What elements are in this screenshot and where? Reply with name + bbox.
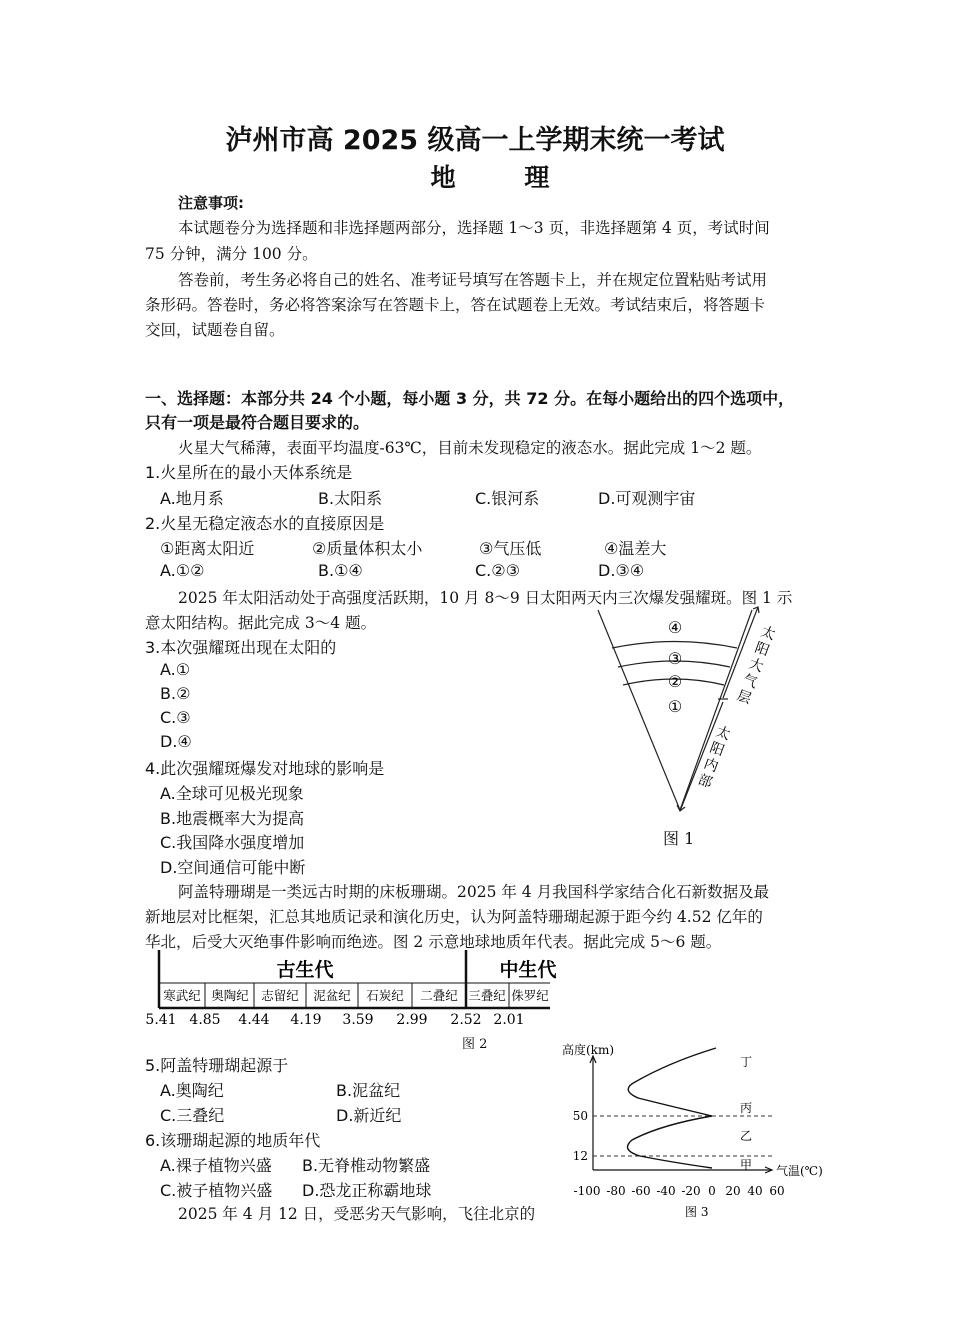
x-tick: -80 xyxy=(606,1184,626,1198)
notice-line: 本试题卷分为选择题和非选择题两部分，选择题 1～3 页，非选择题第 4 页，考试时间 xyxy=(178,219,770,237)
section-heading-line: 一、选择题：本部分共 24 个小题，每小题 3 分，共 72 分。在每小题给出的四个选项中， xyxy=(145,389,795,408)
q2-item: ④温差大 xyxy=(604,539,667,558)
period-carboniferous: 石炭纪 xyxy=(366,988,404,1003)
y-axis-label: 高度(km) xyxy=(562,1043,615,1057)
q3-option-a[interactable]: A.① xyxy=(160,660,191,679)
q1-stem: 1.火星所在的最小天体系统是 xyxy=(145,463,353,482)
period-permian: 二叠纪 xyxy=(420,988,458,1003)
q2-option-c[interactable]: C.②③ xyxy=(475,561,520,580)
x-tick: 40 xyxy=(747,1184,763,1198)
period-triassic: 三叠纪 xyxy=(468,988,506,1003)
period-cambrian: 寒武纪 xyxy=(163,988,201,1003)
q4-option-d[interactable]: D.空间通信可能中断 xyxy=(160,858,306,877)
age-label: 4.85 xyxy=(189,1012,221,1028)
q3-option-c[interactable]: C.③ xyxy=(160,708,191,727)
x-tick: -100 xyxy=(573,1184,601,1198)
notice-heading: 注意事项: xyxy=(178,194,244,212)
q1-option-b[interactable]: B.太阳系 xyxy=(318,489,383,508)
q3-option-d[interactable]: D.④ xyxy=(160,732,192,751)
age-label: 2.99 xyxy=(396,1012,428,1028)
q2-option-a[interactable]: A.①② xyxy=(160,561,205,580)
layer-3-label: ③ xyxy=(667,649,683,668)
figure-1-caption: 图 1 xyxy=(663,829,695,848)
q1-option-a[interactable]: A.地月系 xyxy=(160,489,224,508)
q1-option-c[interactable]: C.银河系 xyxy=(475,489,540,508)
q3-option-b[interactable]: B.② xyxy=(160,684,191,703)
svg-text:阳: 阳 xyxy=(752,639,772,660)
q5-option-c[interactable]: C.三叠纪 xyxy=(160,1106,225,1125)
q6-option-a[interactable]: A.裸子植物兴盛 xyxy=(160,1156,272,1175)
layer-bing: 丙 xyxy=(740,1101,753,1115)
x-tick: -20 xyxy=(681,1184,701,1198)
figure-3-caption: 图 3 xyxy=(685,1205,709,1219)
x-tick: -60 xyxy=(631,1184,651,1198)
age-label: 4.44 xyxy=(238,1012,270,1028)
x-tick: 0 xyxy=(708,1184,716,1198)
q4-stem: 4.此次强耀斑爆发对地球的影响是 xyxy=(145,759,385,778)
intro-sun-line: 意太阳结构。据此完成 3～4 题。 xyxy=(145,614,377,632)
figure-1-sun-structure xyxy=(590,605,790,845)
x-axis-label: 气温(℃) xyxy=(776,1164,823,1178)
q2-item: ③气压低 xyxy=(479,539,542,558)
q6-option-c[interactable]: C.被子植物兴盛 xyxy=(160,1181,273,1200)
figure-2-caption: 图 2 xyxy=(462,1037,488,1052)
exam-title: 泸州市高 2025 级高一上学期末统一考试 xyxy=(225,125,725,156)
q6-option-b[interactable]: B.无脊椎动物繁盛 xyxy=(302,1156,431,1175)
layer-1-label: ① xyxy=(667,697,683,716)
q4-option-b[interactable]: B.地震概率大为提高 xyxy=(160,809,305,828)
period-devonian: 泥盆纪 xyxy=(313,988,351,1003)
svg-text:气: 气 xyxy=(740,671,760,692)
figure-3-atmosphere-profile xyxy=(560,1040,830,1220)
layer-ding: 丁 xyxy=(740,1055,753,1069)
y-tick: 12 xyxy=(572,1149,588,1163)
q1-option-d[interactable]: D.可观测宇宙 xyxy=(598,489,696,508)
x-tick: 60 xyxy=(769,1184,785,1198)
q5-option-d[interactable]: D.新近纪 xyxy=(336,1106,402,1125)
y-tick: 50 xyxy=(572,1109,588,1123)
subject-title: 地 理 xyxy=(430,163,580,192)
q3-stem: 3.本次强耀斑出现在太阳的 xyxy=(145,638,337,657)
intro-weather: 2025 年 4 月 12 日，受恶劣天气影响，飞往北京的 xyxy=(178,1205,536,1223)
q4-option-a[interactable]: A.全球可见极光现象 xyxy=(160,784,304,803)
q2-option-b[interactable]: B.①④ xyxy=(318,561,363,580)
svg-text:阳: 阳 xyxy=(707,739,727,760)
svg-text:大: 大 xyxy=(746,655,766,676)
era-paleozoic: 古生代 xyxy=(276,959,334,981)
period-ordovician: 奥陶纪 xyxy=(211,988,249,1003)
figure-2-geologic-table xyxy=(145,950,557,1030)
period-silurian: 志留纪 xyxy=(261,988,299,1003)
intro-mars: 火星大气稀薄，表面平均温度-63℃，目前未发现稳定的液态水。据此完成 1～2 题。 xyxy=(178,439,762,457)
svg-text:太: 太 xyxy=(713,723,733,744)
era-mesozoic: 中生代 xyxy=(499,959,557,981)
svg-text:部: 部 xyxy=(695,771,715,792)
age-label: 5.41 xyxy=(145,1012,177,1028)
svg-text:太: 太 xyxy=(758,623,778,644)
age-label: 2.52 xyxy=(450,1012,482,1028)
svg-text:内: 内 xyxy=(701,755,721,776)
section-heading-line: 只有一项是最符合题目要求的。 xyxy=(145,413,370,432)
intro-coral-line: 华北，后受大灭绝事件影响而绝迹。图 2 示意地球地质年代表。据此完成 5～6 题。 xyxy=(145,933,722,951)
q5-stem: 5.阿盖特珊瑚起源于 xyxy=(145,1056,289,1075)
q2-item: ②质量体积太小 xyxy=(312,539,423,558)
layer-jia: 甲 xyxy=(740,1158,753,1172)
q5-option-a[interactable]: A.奥陶纪 xyxy=(160,1081,224,1100)
svg-text:层: 层 xyxy=(734,687,754,708)
temperature-curve xyxy=(628,1048,717,1168)
age-label: 4.19 xyxy=(290,1012,322,1028)
q6-stem: 6.该珊瑚起源的地质年代 xyxy=(145,1131,321,1150)
x-tick: 20 xyxy=(725,1184,741,1198)
layer-2-label: ② xyxy=(667,672,683,691)
period-jurassic: 侏罗纪 xyxy=(511,988,549,1003)
q2-option-d[interactable]: D.③④ xyxy=(598,561,645,580)
x-tick: -40 xyxy=(656,1184,676,1198)
intro-coral-line: 新地层对比框架，汇总其地质记录和演化历史，认为阿盖特珊瑚起源于距今约 4.52 亿年的 xyxy=(145,908,763,926)
notice-line: 条形码。答卷时，务必将答案涂写在答题卡上，答在试题卷上无效。考试结束后，将答题卡 xyxy=(145,296,766,314)
layer-yi: 乙 xyxy=(740,1129,753,1143)
intro-sun-line: 2025 年太阳活动处于高强度活跃期，10 月 8～9 日太阳两天内三次爆发强耀斑。图 1 示 xyxy=(178,589,793,607)
q2-stem: 2.火星无稳定液态水的直接原因是 xyxy=(145,514,385,533)
age-label: 2.01 xyxy=(493,1012,525,1028)
q6-option-d[interactable]: D.恐龙正称霸地球 xyxy=(302,1181,432,1200)
notice-line: 交回，试题卷自留。 xyxy=(145,321,285,339)
notice-line: 75 分钟，满分 100 分。 xyxy=(145,245,318,263)
intro-coral-line: 阿盖特珊瑚是一类远古时期的床板珊瑚。2025 年 4 月我国科学家结合化石新数据及最 xyxy=(178,883,770,901)
layer-boundary xyxy=(612,642,737,649)
q2-item: ①距离太阳近 xyxy=(160,539,255,558)
layer-4-label: ④ xyxy=(667,618,683,637)
notice-line: 答卷前，考生务必将自己的姓名、准考证号填写在答题卡上，并在规定位置粘贴考试用 xyxy=(178,271,768,289)
age-label: 3.59 xyxy=(342,1012,374,1028)
q4-option-c[interactable]: C.我国降水强度增加 xyxy=(160,833,305,852)
atmosphere-label xyxy=(735,623,778,708)
q5-option-b[interactable]: B.泥盆纪 xyxy=(336,1081,401,1100)
